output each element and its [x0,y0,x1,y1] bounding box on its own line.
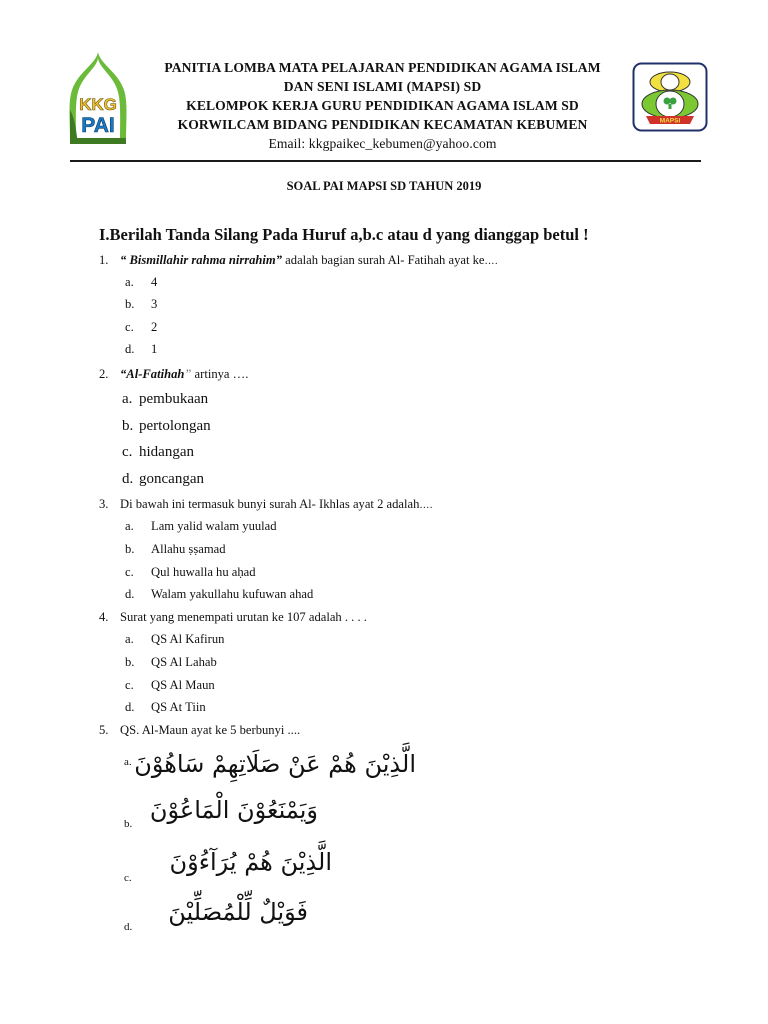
section-heading: I.Berilah Tanda Silang Pada Huruf a,b.c atau d yang dianggap betul ! [99,225,589,244]
header-line-3: KELOMPOK KERJA GURU PENDIDIKAN AGAMA ISLAM SD [186,98,579,113]
question-number: 1. [99,253,109,267]
document-title: SOAL PAI MAPSI SD TAHUN 2019 [286,179,482,193]
logo-kkg-text: KKG [79,95,117,114]
question-number: 5. [99,723,109,737]
header-line-1: PANITIA LOMBA MATA PELAJARAN PENDIDIKAN AGAMA ISLAM [164,60,601,75]
header-divider [70,160,701,162]
arabic-option-5b: وَيَمْنَعُوْنَ الْمَاعُوْنَ [149,796,318,824]
arabic-option-5a: الَّذِيْنَ هُمْ عَنْ صَلَاتِهِمْ سَاهُوْنَ [134,750,416,778]
question-text: “Al-Fatihah” artinya …. [120,367,249,381]
question-number: 3. [99,497,109,511]
question-number: 4. [99,610,109,624]
header-line-2: DAN SENI ISLAMI (MAPSI) SD [283,79,482,94]
mapsi-logo [632,62,708,132]
arabic-option-5d: فَوَيْلٌ لِّلْمُصَلِّيْنَ [168,898,308,926]
question-text: “ Bismillahir rahma nirrahim” adalah bagian surah Al- Fatihah ayat ke…. [120,253,499,267]
question-number: 2. [99,367,109,381]
logo-pai-text: PAI [81,114,115,137]
question-text: Di bawah ini termasuk bunyi surah Al- Ikhlas ayat 2 adalah…. [120,497,433,511]
header-line-4: KORWILCAM BIDANG PENDIDIKAN KECAMATAN KEBUMEN [177,117,588,132]
question-quote: “Al-Fatihah [120,367,185,381]
header-email: Email: kkgpaikec_kebumen@yahoo.com [268,136,497,151]
arabic-option-5c: الَّذِيْنَ هُمْ يُرَآءُوْنَ [169,848,332,876]
question-text: Surat yang menempati urutan ke 107 adalah . . . . [120,610,367,624]
question-quote: “ Bismillahir rahma nirrahim” [120,253,283,267]
logo-mapsi-text: MAPSI [659,117,681,125]
letterhead [130,58,635,153]
question-text: QS. Al-Maun ayat ke 5 berbunyi .... [120,723,301,737]
kkg-pai-logo [66,50,130,146]
